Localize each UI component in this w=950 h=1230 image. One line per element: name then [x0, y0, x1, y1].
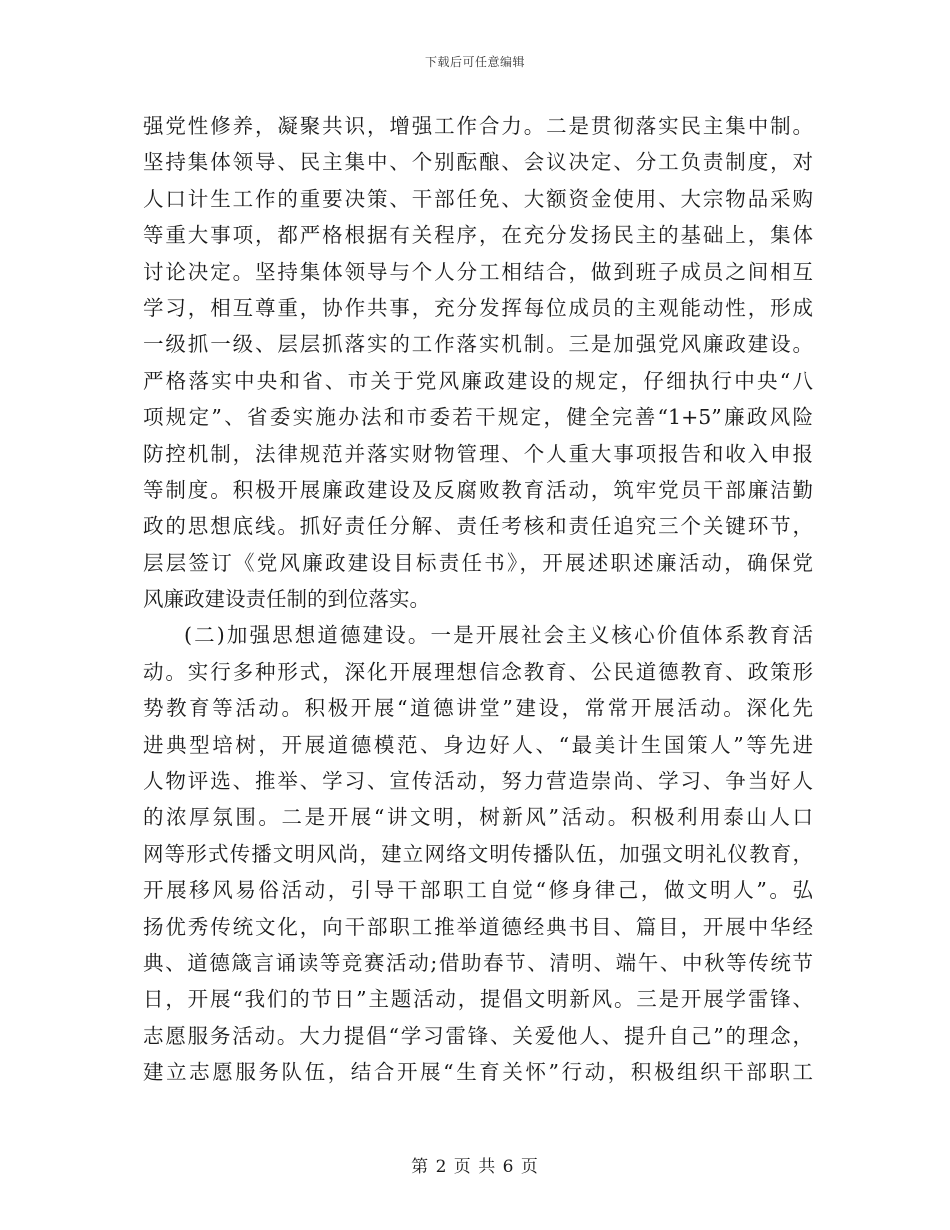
body-line: 强党性修养，凝聚共识，增强工作合力。二是贯彻落实民主集中制。	[143, 114, 813, 138]
body-line: 网等形式传播文明风尚，建立网络文明传播队伍，加强文明礼仪教育，	[143, 841, 813, 866]
body-line: 的浓厚氛围。二是开展“讲文明，树新风”活动。积极利用泰山人口	[143, 805, 813, 830]
body-line: 扬优秀传统文化，向干部职工推举道德经典书目、篇目，开展中华经	[143, 914, 813, 939]
body-line-paragraph-start: (二)加强思想道德建设。一是开展社会主义核心价值体系教育活	[184, 623, 813, 648]
body-line: 动。实行多种形式，深化开展理想信念教育、公民道德教育、政策形	[143, 659, 813, 684]
body-line: 典、道德箴言诵读等竞赛活动;借助春节、清明、端午、中秋等传统节	[143, 950, 813, 975]
page-header: 下载后可任意编辑	[424, 55, 525, 69]
document-body	[143, 108, 813, 1091]
body-line: 等重大事项，都严格根据有关程序，在充分发扬民主的基础上，集体	[143, 223, 813, 248]
body-line: 建立志愿服务队伍，结合开展“生育关怀”行动，积极组织干部职工	[143, 1060, 813, 1085]
body-line: 项规定”、省委实施办法和市委若干规定，健全完善“1+5”廉政风险	[143, 405, 813, 430]
body-line: 日，开展“我们的节日”主题活动，提倡文明新风。三是开展学雷锋、	[143, 987, 813, 1012]
body-line: 人口计生工作的重要决策、干部任免、大额资金使用、大宗物品采购	[143, 186, 813, 211]
body-line: 开展移风易俗活动，引导干部职工自觉“修身律己，做文明人”。弘	[143, 878, 813, 903]
body-line: 志愿服务活动。大力提倡“学习雷锋、关爱他人、提升自己”的理念，	[143, 1023, 813, 1048]
body-line: 政的思想底线。抓好责任分解、责任考核和责任追究三个关键环节，	[143, 514, 813, 539]
body-line: 进典型培树，开展道德模范、身边好人、“最美计生国策人”等先进	[143, 732, 813, 757]
body-line: 学习，相互尊重，协作共事，充分发挥每位成员的主观能动性，形成	[143, 295, 813, 320]
body-line: 讨论决定。坚持集体领导与个人分工相结合，做到班子成员之间相互	[143, 259, 813, 284]
body-line: 防控机制，法律规范并落实财物管理、个人重大事项报告和收入申报	[143, 441, 813, 466]
body-line: 一级抓一级、层层抓落实的工作落实机制。三是加强党风廉政建设。	[143, 332, 813, 357]
body-line: 层层签订《党风廉政建设目标责任书》，开展述职述廉活动，确保党	[143, 550, 813, 575]
body-line: 风廉政建设责任制的到位落实。	[143, 587, 430, 612]
page-footer-page-number: 第 2 页 共 6 页	[411, 1157, 539, 1177]
body-line: 势教育等活动。积极开展“道德讲堂”建设，常常开展活动。深化先	[143, 696, 813, 721]
body-line: 等制度。积极开展廉政建设及反腐败教育活动，筑牢党员干部廉洁勤	[143, 477, 813, 502]
body-line: 严格落实中央和省、市关于党风廉政建设的规定，仔细执行中央“八	[143, 368, 813, 393]
body-line: 人物评选、推举、学习、宣传活动，努力营造崇尚、学习、争当好人	[143, 769, 813, 794]
body-line: 坚持集体领导、民主集中、个别酝酿、会议决定、分工负责制度，对	[143, 150, 813, 175]
